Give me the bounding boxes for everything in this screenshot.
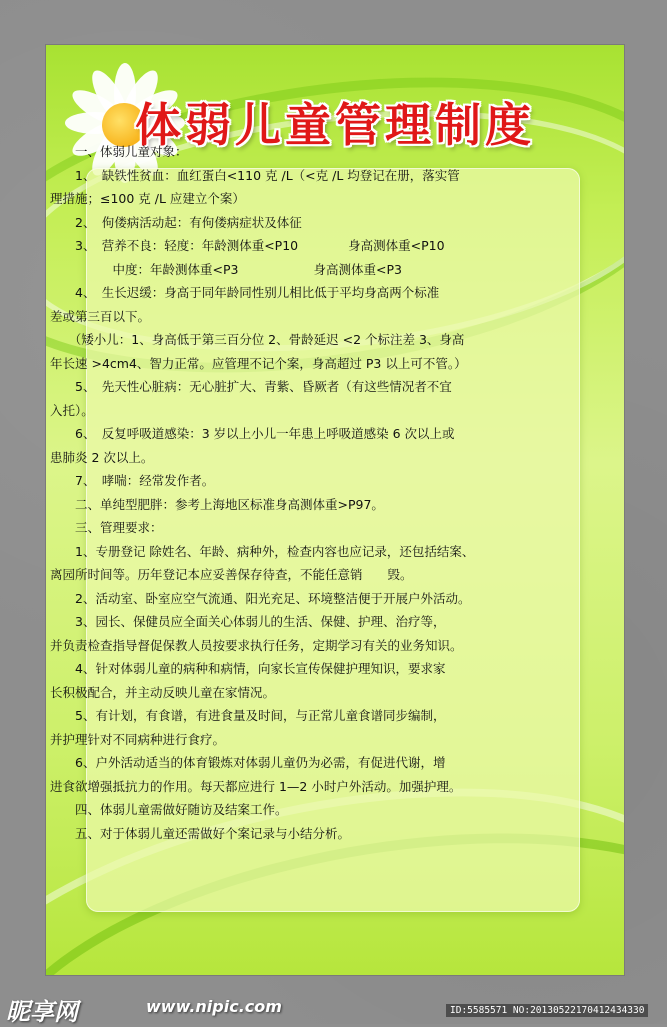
text-line: 二、单纯型肥胖：参考上海地区标准身高测体重>P97。 [50,496,384,512]
watermark-logo: 昵享网 [6,998,78,1026]
text-line: 2、活动室、卧室应空气流通、阳光充足、环境整洁便于开展户外活动。 [50,590,471,606]
watermark-url: www.nipic.com [146,997,282,1016]
text-line: 一、体弱儿童对象： [50,144,188,159]
text-line: 差或第三百以下。 [50,308,151,324]
text-line: 四、体弱儿童需做好随访及结案工作。 [50,802,288,817]
text-line: （矮小儿：1、身高低于第三百分位 2、骨龄延迟 <2 个标注差 3、身高 [50,332,465,347]
text-line: 1、专册登记 除姓名、年龄、病种外，检查内容也应记录，还包括结案、 [50,543,475,559]
text-line: 4、针对体弱儿童的病种和病情，向家长宣传保健护理知识，要求家 [50,661,446,676]
text-line: 并护理针对不同病种进行食疗。 [50,731,226,747]
text-line: 离园所时间等。历年登记本应妥善保存待查，不能任意销 毁。 [50,567,413,582]
text-line: 患肺炎 2 次以上。 [50,449,154,465]
text-line: 7、 哮喘：经常发作者。 [50,473,215,488]
text-line: 入托）。 [50,402,94,418]
text-line: 1、 缺铁性贫血：血红蛋白<110 克 /L（<克 /L 均登记在册，落实管 [50,167,460,183]
text-line: 6、 反复呼吸道感染：3 岁以上小儿一年患上呼吸道感染 6 次以上或 [50,426,455,441]
text-line: 中度：年龄测体重<P3 身高测体重<P3 [50,261,402,277]
text-line: 5、有计划，有食谱，有进食量及时间，与正常儿童食谱同步编制， [50,708,446,723]
text-line: 五、对于体弱儿童还需做好个案记录与小结分析。 [50,825,351,841]
text-line: 年长速 >4cm4、智力正常。应管理不记个案，身高超过 P3 以上可不管。） [50,355,467,371]
text-line: 3、 营养不良：轻度：年龄测体重<P10 身高测体重<P10 [50,238,445,253]
text-line: 理措施；≤100 克 /L 应建立个案） [50,191,245,206]
text-line: 并负责检查指导督促保教人员按要求执行任务，定期学习有关的业务知识。 [50,637,463,653]
text-line: 5、 先天性心脏病：无心脏扩大、青紫、昏厥者（有这些情况者不宜 [50,379,452,394]
text-line: 进食欲增强抵抗力的作用。每天都应进行 1—2 小时户外活动。加强护理。 [50,778,462,794]
text-line: 4、 生长迟缓：身高于同年龄同性别儿相比低于平均身高两个标准 [50,285,440,300]
text-line: 6、户外活动适当的体育锻炼对体弱儿童仍为必需，有促进代谢，增 [50,755,446,770]
page-title: 体弱儿童管理制度 [135,98,535,152]
text-line: 3、园长、保健员应全面关心体弱儿的生活、保健、护理、治疗等， [50,614,446,629]
policy-text [50,140,528,845]
text-line: 2、 佝偻病活动起：有佝偻病症状及体征 [50,214,302,230]
text-line: 三、管理要求： [50,520,163,535]
image-id-label: ID:5585571 NO:20130522170412434330 [446,1004,648,1017]
text-line: 长积极配合，并主动反映儿童在家情况。 [50,684,276,700]
